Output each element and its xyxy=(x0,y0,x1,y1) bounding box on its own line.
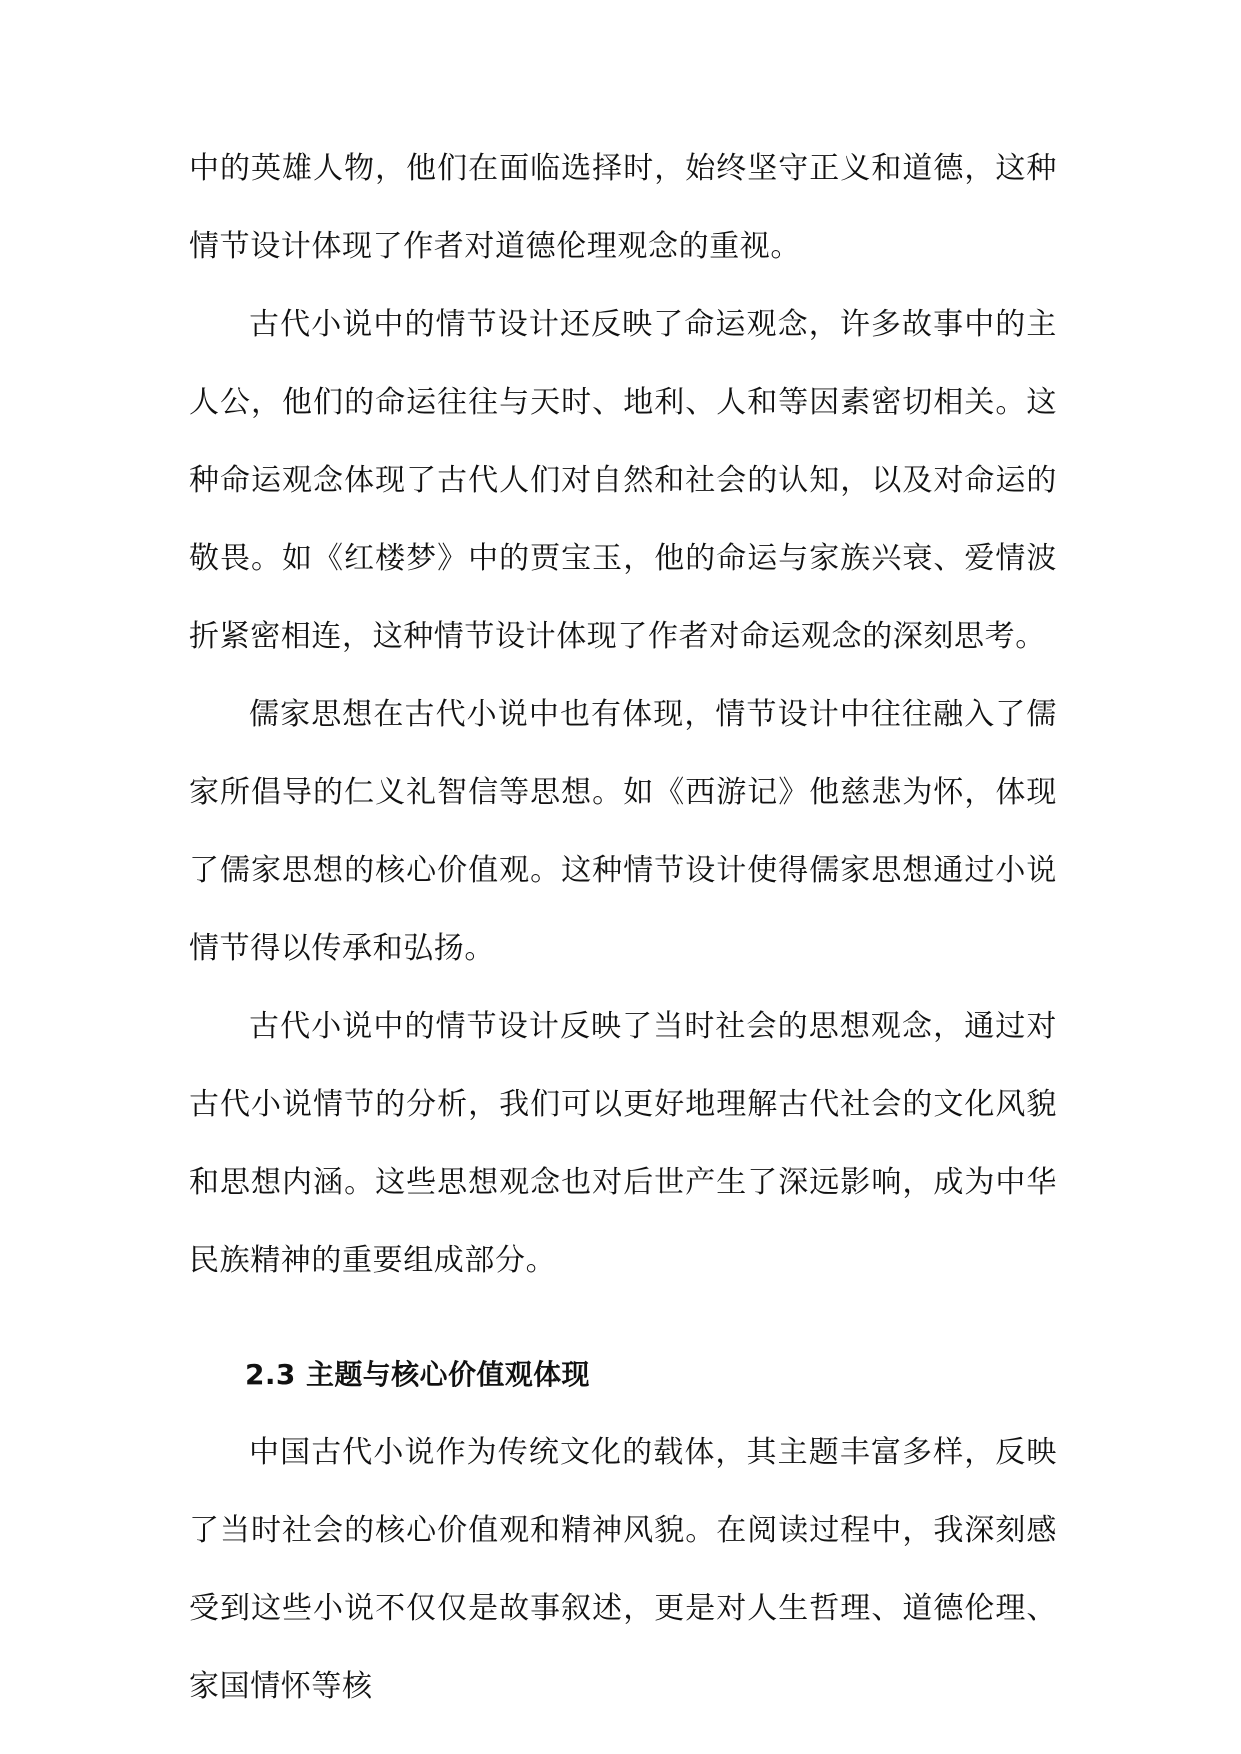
paragraph-social-ideas: 古代小说中的情节设计反映了当时社会的思想观念，通过对古代小说情节的分析，我们可以更好地理解古代社会的文化风貌和思想内涵。这些思想观念也对后世产生了深远影响，成为中华民族精神的重要组成部分。 xyxy=(189,1009,1057,1278)
paragraph-fate-concept: 古代小说中的情节设计还反映了命运观念，许多故事中的主人公，他们的命运往往与天时、地利、人和等因素密切相关。这种命运观念体现了古代人们对自然和社会的认知，以及对命运的敬畏。如《红楼梦》中的贾宝玉，他的命运与家族兴衰、爱情波折紧密相连，这种情节设计体现了作者对命运观念的深刻思考。 xyxy=(189,307,1057,654)
paragraph-confucian-thought: 儒家思想在古代小说中也有体现，情节设计中往往融入了儒家所倡导的仁义礼智信等思想。如《西游记》他慈悲为怀，体现了儒家思想的核心价值观。这种情节设计使得儒家思想通过小说情节得以传承和弘扬。 xyxy=(189,697,1057,966)
section-heading: 2.3 主题与核心价值观体现 xyxy=(245,1358,590,1391)
paragraph-continued: 中的英雄人物，他们在面临选择时，始终坚守正义和道德，这种情节设计体现了作者对道德伦理观念的重视。 xyxy=(189,151,1057,264)
document-page xyxy=(189,130,1057,1726)
paragraph-themes-values: 中国古代小说作为传统文化的载体，其主题丰富多样，反映了当时社会的核心价值观和精神风貌。在阅读过程中，我深刻感受到这些小说不仅仅是故事叙述，更是对人生哲理、道德伦理、家国情怀等核 xyxy=(189,1435,1057,1704)
